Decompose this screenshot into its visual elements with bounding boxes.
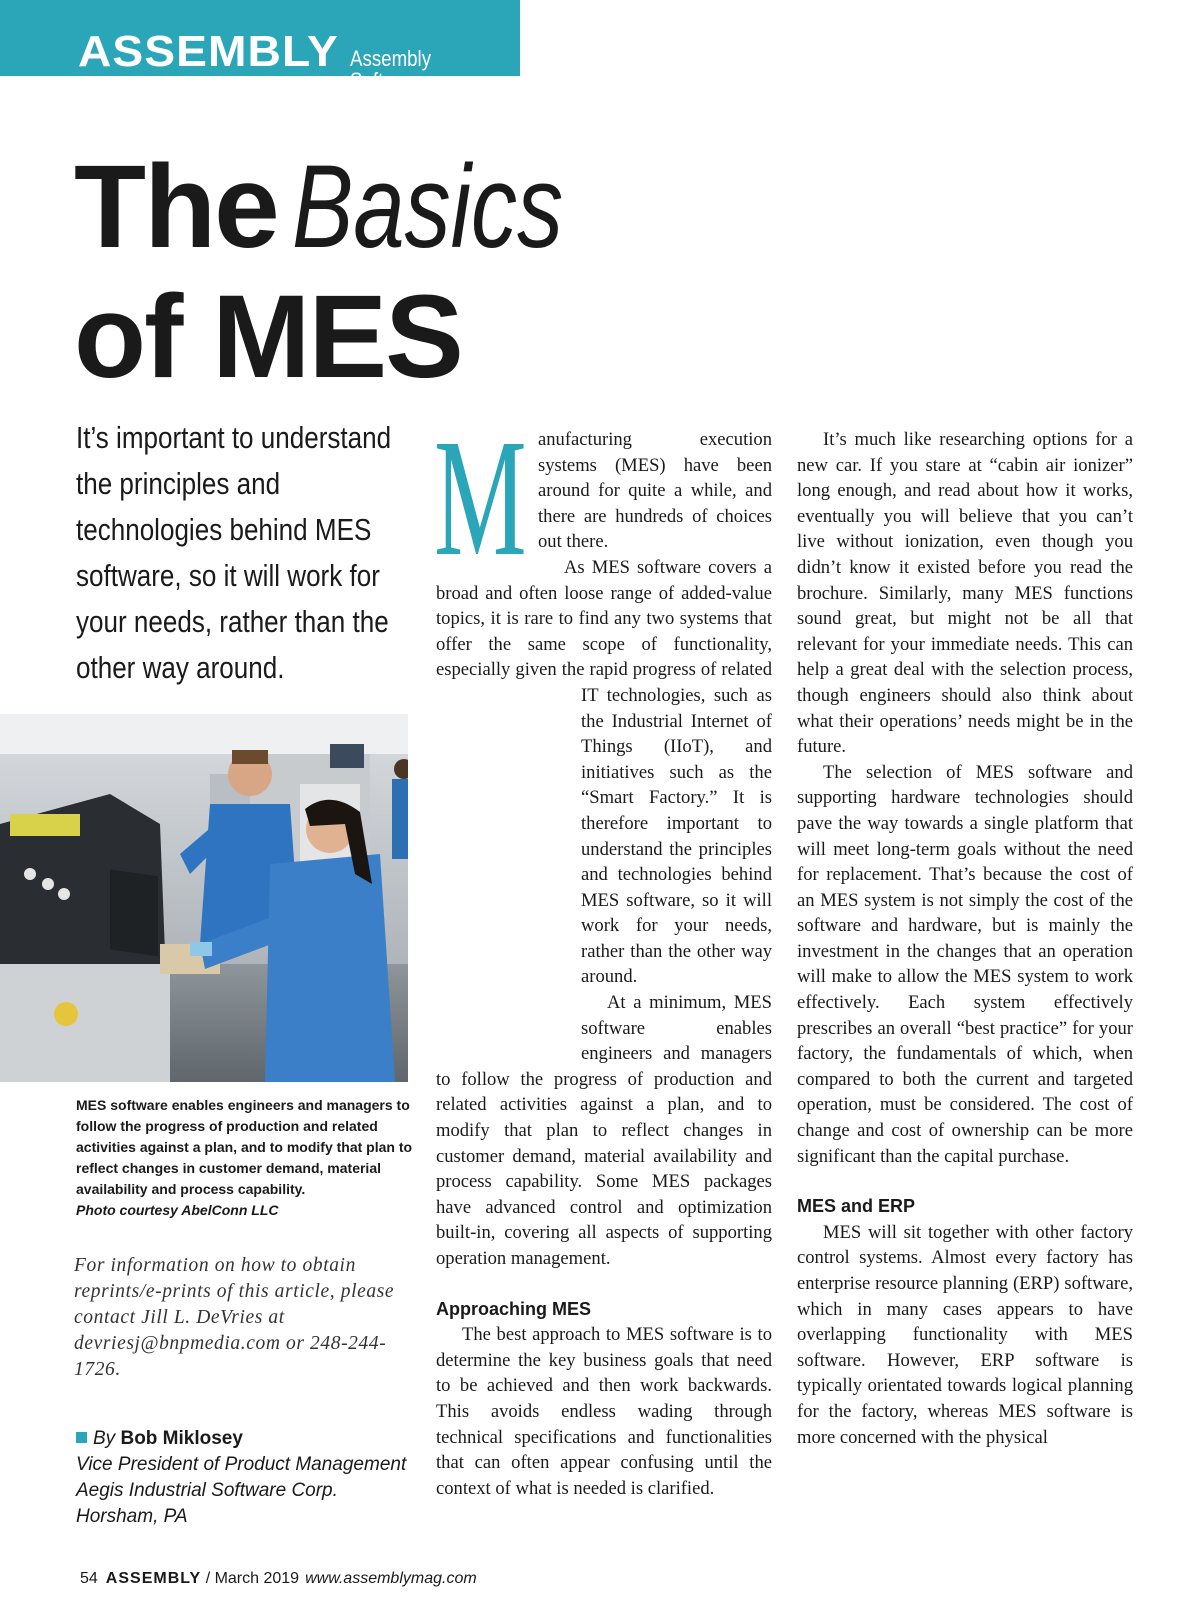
subhead-approaching-mes: Approaching MES: [436, 1298, 592, 1319]
author-title: Vice President of Product Management: [76, 1454, 407, 1475]
factory-photo-illustration: [0, 714, 408, 1082]
subhead-mes-and-erp: MES and ERP: [797, 1196, 916, 1217]
photo-caption: [76, 1095, 416, 1221]
article-deck: It’s important to understand the principles and technologies behind MES software, so it will work for your needs, rather than the other way around.: [76, 420, 392, 685]
footer-brand: ASSEMBLY: [105, 1570, 202, 1587]
byline-by: By: [93, 1428, 116, 1449]
author-location: Horsham, PA: [76, 1506, 188, 1527]
paragraph-6: The selection of MES software and supporting hardware technologies should pave the way towards a single platform that will meet long-term goals without the need for replacement. That’s because the cost of an MES system is not simply the cost of the software and hardware, but is mainly the investment in the changes that an operation will make to allow the MES system to work effectively. Each system effectively prescribes an overall “best practice” for your factory, the fundamentals of which, when compared to both the current and targeted operation, must be considered. The cost of change and cost of ownership can be more significant than the capital purchase.: [797, 761, 1133, 1167]
author-company: Aegis Industrial Software Corp.: [76, 1480, 338, 1501]
headline-the: The: [74, 141, 278, 273]
footer-url: www.assemblymag.com: [305, 1570, 477, 1587]
paragraph-1: [538, 427, 772, 555]
paragraph-4: The best approach to MES software is to determine the key business goals that need to be achieved and then work backwards. This avoids endless wading through technical specifications and functionalities that can often appear confusing until the context of what is needed is clarified.: [436, 1324, 772, 1499]
photo-wrap-space: [436, 690, 581, 1050]
headline-line-2: of MES: [74, 271, 462, 403]
photo-credit: Photo courtesy AbelConn LLC: [76, 1202, 279, 1218]
headline-line-1: [74, 141, 639, 273]
section-name: ASSEMBLY: [78, 27, 339, 76]
article-photo: [0, 714, 408, 1082]
paragraph-5: It’s much like researching options for a new car. If you stare at “cabin air ionizer” long enough, and read about how it works, eventually you will believe that you can’t live without ionization, even though you didn’t know it existed before you read the brochure. Similarly, many MES functions sound great, but might not be all that relevant for your immediate needs. This can help a great deal with the selection process, though engineers should also think about what their operations’ needs might be in the future.: [797, 429, 1133, 758]
footer-date: / March 2019: [205, 1570, 300, 1587]
paragraph-2: As MES software covers a broad and often loose range of added-value topics, it is rare to find any two systems that offer the same scope of functionality, especially given the rapid progress of related IT technologies, such as the Industrial Internet of Things (IIoT), and initiatives such as the “Smart Factory.” It is therefore important to understand the principles and technologies behind MES software, so it will work for your needs, rather than the other way around.: [436, 556, 772, 988]
page-number: 54: [80, 1570, 98, 1587]
drop-cap: M: [434, 405, 527, 591]
body-column-2: [797, 427, 1133, 1450]
body-column-1: [434, 405, 772, 1501]
caption-text: MES software enables engineers and managers to follow the progress of production and related activities against a plan, and to modify that plan to reflect changes in customer demand, material availability and process capability.: [76, 1097, 413, 1197]
byline-square-icon: [76, 1432, 87, 1443]
headline-basics: Basics: [291, 141, 563, 273]
author-name: Bob Miklosey: [120, 1428, 243, 1449]
author-byline: [76, 1426, 416, 1530]
paragraph-3: At a minimum, MES software enables engineers and managers to follow the progress of production and related activities against a plan, and to modify that plan to reflect changes in customer demand, material availability and process capability. Some MES packages have advanced control and optimization built-in, covering all aspects of supporting operation management.: [436, 992, 772, 1269]
paragraph-7: MES will sit together with other factory control systems. Almost every factory has enterprise resource planning (ERP) software, which in many cases appears to have overlapping functionality with MES software. However, ERP software is typically orientated towards logical planning for the factory, whereas MES software is more concerned with the physical: [797, 1221, 1133, 1448]
page-footer: [80, 1570, 477, 1588]
section-banner: [0, 0, 520, 93]
reprints-note: For information on how to obtain reprints/e-prints of this article, please contact Jill L. DeVries at devriesj@bnpmedia.com or 248-244-1726.: [74, 1255, 395, 1380]
subsection-name: Assembly Software: [350, 46, 432, 93]
paragraph-1-text: anufacturing execution systems (MES) have been around for quite a while, and there are hundreds of choices out there.: [538, 429, 772, 553]
